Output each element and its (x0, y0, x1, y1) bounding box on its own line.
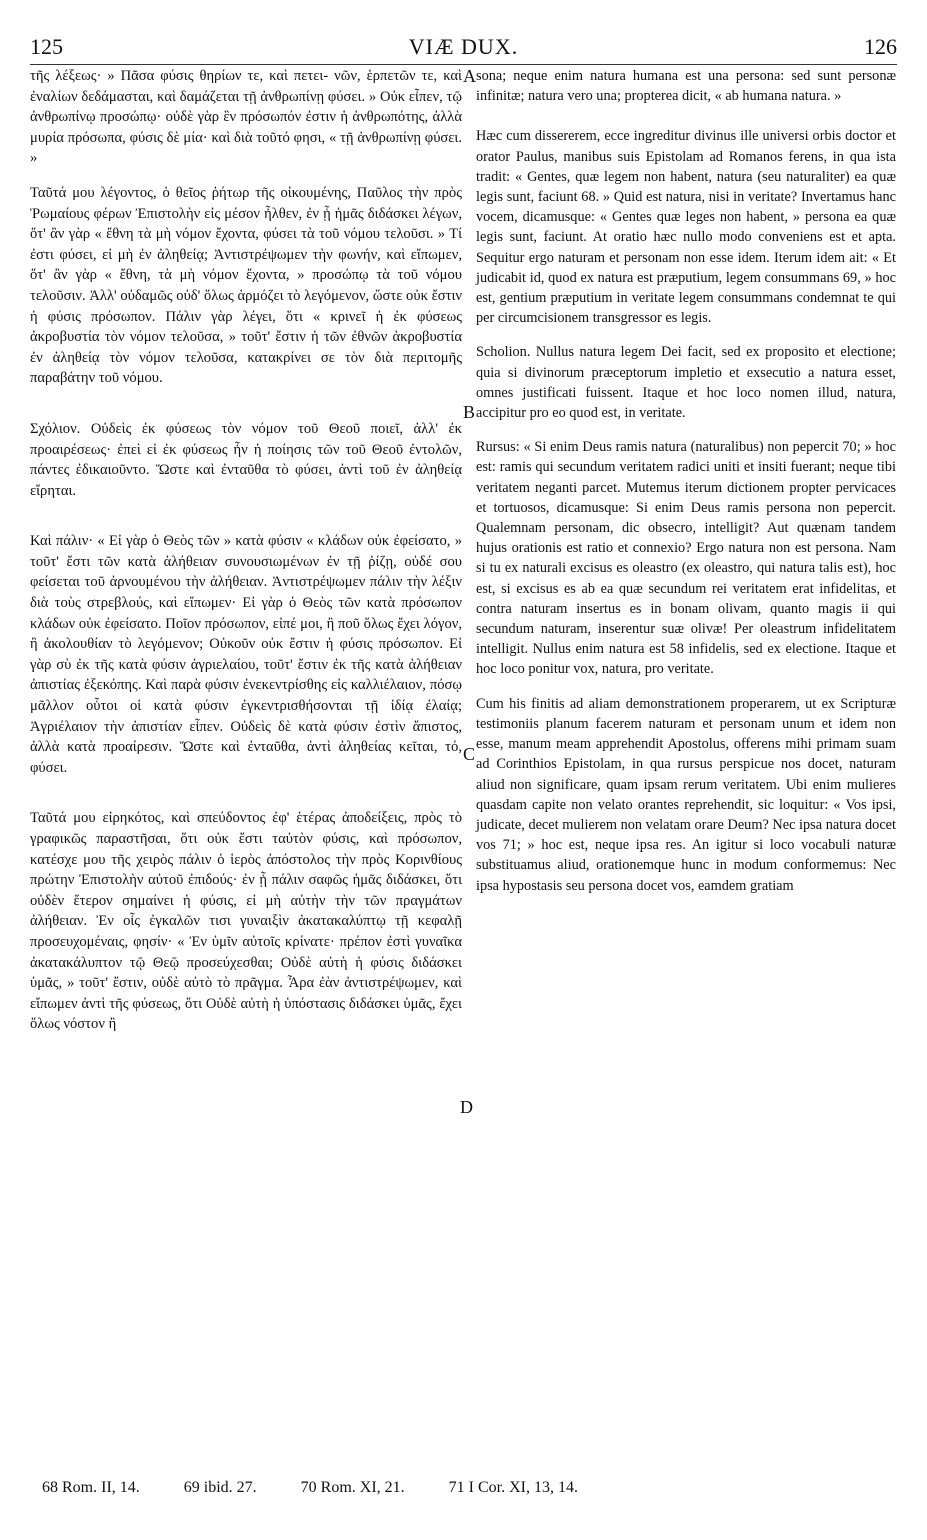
right-page-number: 126 (864, 34, 897, 59)
latin-paragraph: Cum his finitis ad aliam demonstrationem properarem, ut ex Scripturæ testimoniis planum facerem naturam et personam unum et idem non esse, manum meam apprehendit Apostolus, offerens mihi primam suam ad Corinthios Epistolam, in qua rursus perspicue nos docet, naturam aliud non significare, quam ipsam rerum veritatem. Ubi enim mulieres quasdam capite non velato orantes reprehendit, sic loquitur: « Vos ipsi, judicate, decet mulierem non velatam orare Deum? Nec ipsa natura docet vos 71; » hoc est, neque ipsa res. An igitur si loco vocabuli naturæ substituamus aliud, orationemque hunc in modum conformemus: Nec ipsa hypostasis seu persona docet vos, eamdem gratiam (476, 695, 896, 894)
margin-marker-a: A (463, 66, 476, 86)
latin-paragraph: Hæc cum dissererem, ecce ingreditur divinus ille universi orbis doctor et orator Paulus, manibus suis Epistolam ad Romanos ferens, in qua ista tradit: « Gentes, quæ legem non habent, natura (seu naturaliter) ea quæ legis sunt, faciunt 68. » Quid est natura, nisi in veritate? Invertamus hanc vocem, dicamusque: « Gentes quæ leges non habent, » persona ea quæ legis sunt, faciunt. At oratio hæc nullo modo conveniens est et apta. Sequitur ergo naturam et personam non esse idem. Iterum idem ait: « Et judicabit id, quod ex natura est præputium, legem consummans 69, » hoc est, gentium præputium in veritate legem consummans condemnat te qui per circumcisionem transgressor es legis. (476, 128, 896, 327)
header-rule (30, 64, 897, 65)
latin-scholion: Scholion. Nullus natura legem Dei facit, sed ex proposito et electione; quia si divinorum præceptorum impletio et exsecutio a natura esset, omnes justificati fuissent. Itaque et hoc loco nomen illud, natura, accipitur pro eo quod est, in veritate. (476, 344, 896, 422)
margin-marker-b: B (463, 402, 476, 422)
greek-paragraph: τῆς λέξεως· » Πᾶσα φύσις θηρίων τε, καὶ πετει- νῶν, ἑρπετῶν τε, καὶ ἐναλίων δεδάμασται, καὶ δαμάζεται τῇ ἀνθρωπίνῃ φύσει. » Οὐκ εἶπεν, τῷ ἀνθρωπίνῳ προσώπῳ· οὐδὲ γὰρ ἓν πρόσωπόν ἐστιν ἡ ἀνθρωπότης, ἀλλὰ μυρία πρόσωπα, φύσις δὲ μία· καὶ διὰ τοῦτό φησι, « τῇ ἀνθρωπίνῃ φύσει. » (30, 68, 462, 167)
footnotes (42, 1479, 902, 1497)
footnote: 69 ibid. 27. (183, 1479, 257, 1496)
greek-paragraph: Ταῦτά μου εἰρηκότος, καὶ σπεύδοντος ἐφ' ἑτέρας ἀποδείξεις, πρὸς τὸ γραφικῶς παραστῆσαι, ὅτι οὐκ ἔστι ταὐτὸν φύσις, καὶ πρόσωπον, κατέσχε μου τῆς χειρὸς πάλιν ὁ ἱερὸς ἀπόστολος τὴν πρὸς Κορινθίους πρώτην Ἐπιστολὴν αὐτοῦ ἐπιδούς· ἐν ᾗ πάλιν σαφῶς ἡμᾶς διδάσκει, ὅτι οὐδὲν ἕτερον σημαίνει ἡ φύσις, εἰ μὴ αὐτὴν τὴν τῶν πραγμάτων ἀλήθειαν. Ἐν οἷς ἐγκαλῶν τισι γυναιξὶν ἀκατακαλύπτῳ τῇ κεφαλῇ προσευχομέναις, φησίν· « Ἐν ὑμῖν αὐτοῖς κρίνατε· πρέπον ἐστὶ γυναῖκα ἀκατακάλυπτον τῷ Θεῷ προσεύχεσθαι; Οὐδὲ αὐτὴ ἡ φύσις διδάσκει ὑμᾶς, » τοῦτ' ἔστιν, οὐδὲ αὐτὸ τὸ πρᾶγμα. Ἆρα ἐὰν ἀντιστρέψωμεν, καὶ εἴπωμεν ἀντὶ τῆς φύσεως, ὅτι Οὐδὲ αὐτὴ ἡ ὑπόστασις διδάσκει ὑμᾶς, ἔχει ὅλως νόστον ἢ (30, 810, 462, 1033)
latin-paragraph: Rursus: « Si enim Deus ramis natura (naturalibus) non pepercit 70; » hoc est: ramis qui secundum veritatem radici uniti et insiti fuerant; neque tibi veritatem neganti parcet. Mutemus iterum dictionem propter pervicaces et tortuosos, dicamusque: Si enim Deus ramis persona non pepercit. Qualemnam personam, dic obsecro, intelligit? Aut quænam tandem hujus orationis est ratio et connexio? Ergo natura non est persona. Nam si tu ex naturali excisus es oleastro (ex oleastro, qui natura talis est), hoc est, si excisus es ab ea quæ secundum rei veritatem erat infidelitas, et contra naturam insertus es in bonam olivam, quanto magis ii qui secundum naturam, inserentur suæ olivæ! Per oleastrum infidelitatem intelligit. Nullus enim natura est 58 infidelis, sed ex electione. Itaque et hoc loco ponitur vox, natura, pro veritate. (476, 439, 896, 678)
greek-scholion: Σχόλιον. Οὐδεὶς ἐκ φύσεως τὸν νόμον τοῦ Θεοῦ ποιεῖ, ἀλλ' ἐκ προαιρέσεως· ἐπεὶ εἰ ἐκ φύσεως ἦν ἡ ποίησις τῶν τοῦ Θεοῦ ἐντολῶν, πάντες ἐδικαιοῦντο. Ὥστε καὶ ἐνταῦθα τὸ φύσει, ἀντὶ τοῦ ἐν ἀληθείᾳ εἴρηται. (30, 420, 462, 499)
footnote: 68 Rom. II, 14. (42, 1479, 140, 1496)
greek-paragraph: Ταῦτά μου λέγοντος, ὁ θεῖος ῥήτωρ τῆς οἰκουμένης, Παῦλος τὴν πρὸς Ῥωμαίους φέρων Ἐπιστολὴν εἰς μέσον ἦλθεν, ἐν ᾗ ἡμᾶς διδάσκει λέγων, ὅτ' ἂν γὰρ « ἔθνη τὰ μὴ νόμον ἔχοντα, φύσει τὰ τοῦ νόμου τελοῦσι. » Τί ἐστι φύσει, εἰ μὴ ἐν ἀληθείᾳ; Ἀντιστρέψωμεν τὴν φωνήν, καὶ εἴπωμεν, ὅτ' ἂν γὰρ « ἔθνη, τὰ μὴ νόμον ἔχοντα, » προσώπῳ τὰ τοῦ νόμου τελοῦσιν. Ἀλλ' οὐδαμῶς οὐδ' ὅλως ἁρμόζει τὸ λεγόμενον, ὥστε οὐκ ἔστιν ἡ φύσις πρόσωπον. Πάλιν γὰρ λέγει, ὅτι « κρινεῖ ἡ ἐκ φύσεως ἀκροβυστία τὸν νόμον τελοῦσα, » τοῦτ' ἔστιν ἡ τῶν ἐθνῶν ἀκροβυστία ἐν ἀληθείᾳ τὸν νόμον τελοῦσα, κατακρίνει σε τὸν διὰ περιτομῆς παραβάτην τοῦ νόμου. (30, 184, 462, 387)
running-title: VIÆ DUX. (408, 34, 519, 59)
margin-marker-c: C (463, 744, 476, 764)
footnote: 71 I Cor. XI, 13, 14. (448, 1479, 578, 1496)
footnote: 70 Rom. XI, 21. (300, 1479, 405, 1496)
latin-paragraph: sona; neque enim natura humana est una persona: sed sunt personæ infinitæ; natura vero una; propterea dicit, « ab humana natura. » (476, 68, 896, 105)
latin-column (476, 66, 896, 896)
greek-paragraph: Καὶ πάλιν· « Εἰ γὰρ ὁ Θεὸς τῶν » κατὰ φύσιν « κλάδων οὐκ ἐφείσατο, » τοῦτ' ἔστι τῶν κατὰ ἀλήθειαν συνουσιωμένων ἐν τῇ ῥίζῃ, οὐδέ σου φείσεται τοῦ ἀρνουμένου τὴν ἀλήθειαν. Ἀντιστρέψωμεν πάλιν τὴν λέξιν διὰ τοὺς στρεβλούς, καὶ εἴπωμεν· Εἰ γὰρ ὁ Θεὸς τῶν κατὰ πρόσωπον κλάδων οὐκ ἐφείσατο. Ποῖον πρόσωπον, εἰπέ μοι, ἢ ποῦ ὅλως ἔχει λόγον, ἢ ἀκολουθίαν τὸ λεγόμενον; Οὐκοῦν οὐκ ἔστιν ἡ φύσις πρόσωπον. Εἰ γὰρ σὺ ἐκ τῆς κατὰ φύσιν ἀγριελαίου, τοῦτ' ἔστιν ἐκ τῆς κατὰ ἀλήθειαν ἀπιστίας ἐξεκόπης. Καὶ παρὰ φύσιν ἐνεκεντρίσθης εἰς καλλιέλαιον, πόσῳ μᾶλλον οὗτοι οἱ κατὰ φύσιν ἐγκεντρισθήσονται τῇ ἰδίᾳ ἐλαίᾳ; Ἀγριέλαιον τὴν ἀπιστίαν εἶπεν. Οὐδεὶς δὲ κατὰ φύσιν ἐστὶν ἄπιστος, ἀλλὰ κατὰ προαίρεσιν. Ὥστε καὶ ἐνταῦθα, ἀντὶ ἀληθείας κεῖται, τό, φύσει. (30, 533, 462, 776)
margin-marker-d: D (460, 1097, 473, 1117)
running-header (30, 34, 897, 62)
left-page-number: 125 (30, 34, 63, 59)
greek-column (30, 66, 462, 1035)
